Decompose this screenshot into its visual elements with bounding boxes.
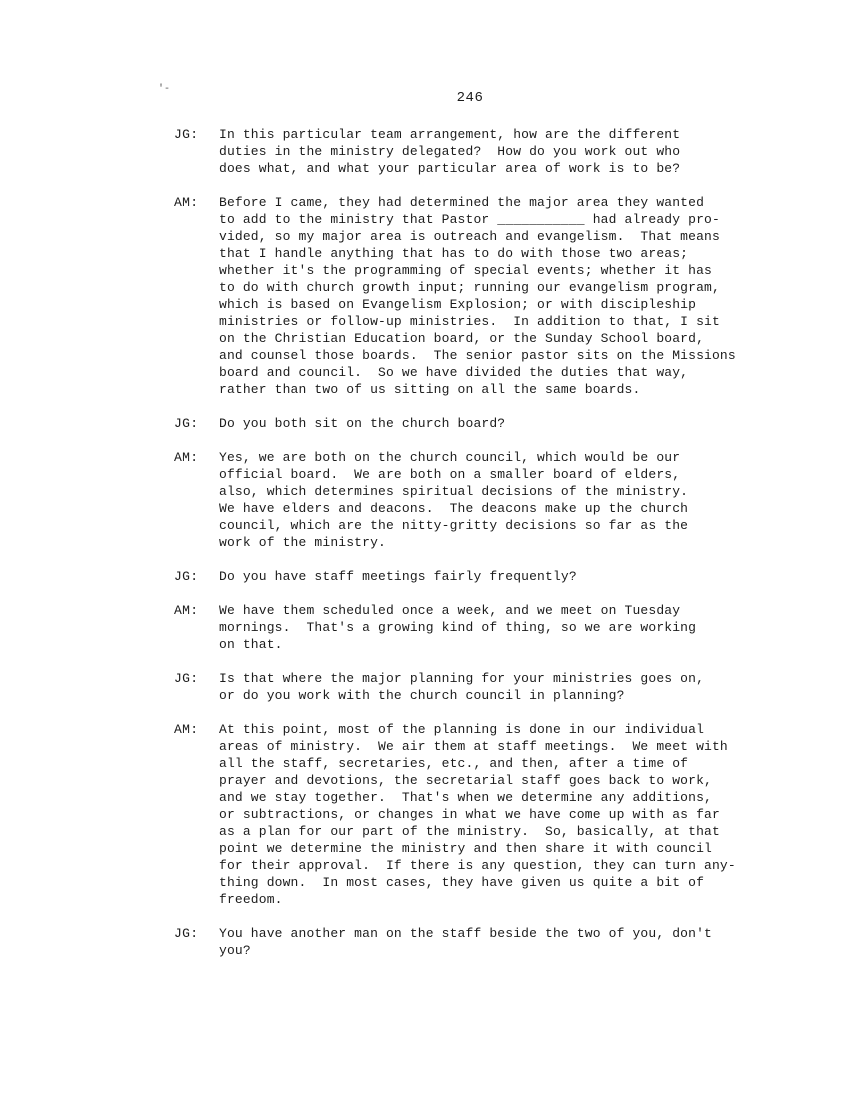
text-line: on that.	[219, 637, 283, 652]
text-line: council, which are the nitty-gritty decisions so far as the	[219, 518, 689, 533]
transcript-entry	[174, 721, 784, 908]
text-line: We have elders and deacons. The deacons make up the church	[219, 501, 689, 516]
text-line: mornings. That's a growing kind of thing, so we are working	[219, 620, 697, 635]
transcript-entry	[174, 449, 784, 551]
text-line: all the staff, secretaries, etc., and then, after a time of	[219, 756, 689, 771]
transcript-entry	[174, 670, 784, 704]
transcript-entry	[174, 925, 784, 959]
text-line: and we stay together. That's when we determine any additions,	[219, 790, 712, 805]
text-line: vided, so my major area is outreach and evangelism. That means	[219, 229, 720, 244]
speaker-label: JG:	[174, 926, 199, 941]
page-number: 246	[456, 90, 484, 106]
transcript-entry	[174, 602, 784, 653]
text-line: In this particular team arrangement, how are the different	[219, 127, 681, 142]
text-line: Is that where the major planning for your ministries goes on,	[219, 671, 705, 686]
transcript-entry	[174, 194, 784, 398]
text-line: We have them scheduled once a week, and we meet on Tuesday	[219, 603, 681, 618]
text-line: also, which determines spiritual decisions of the ministry.	[219, 484, 689, 499]
transcript-entry	[174, 126, 784, 177]
text-line: Do you have staff meetings fairly frequently?	[219, 569, 577, 584]
transcript-entry	[174, 568, 784, 585]
speaker-label: JG:	[174, 416, 199, 431]
speaker-label: AM:	[174, 450, 199, 465]
text-line: ministries or follow-up ministries. In addition to that, I sit	[219, 314, 720, 329]
text-line: which is based on Evangelism Explosion; or with discipleship	[219, 297, 697, 312]
text-line: Do you both sit on the church board?	[219, 416, 506, 431]
entry-text	[219, 194, 784, 398]
text-line: as a plan for our part of the ministry. So, basically, at that	[219, 824, 720, 839]
entry-text	[219, 126, 784, 177]
entry-text	[219, 568, 784, 585]
interview-transcript	[174, 126, 784, 976]
text-line: to add to the ministry that Pastor ___________ had already pro-	[219, 212, 720, 227]
text-line: rather than two of us sitting on all the same boards.	[219, 382, 641, 397]
text-line: prayer and devotions, the secretarial staff goes back to work,	[219, 773, 712, 788]
text-line: does what, and what your particular area of work is to be?	[219, 161, 681, 176]
text-line: thing down. In most cases, they have given us quite a bit of	[219, 875, 705, 890]
speaker-label: AM:	[174, 195, 199, 210]
entry-text	[219, 449, 784, 551]
text-line: areas of ministry. We air them at staff meetings. We meet with	[219, 739, 728, 754]
speaker-label: JG:	[174, 671, 199, 686]
text-line: Yes, we are both on the church council, which would be our	[219, 450, 681, 465]
text-line: work of the ministry.	[219, 535, 386, 550]
text-line: whether it's the programming of special events; whether it has	[219, 263, 712, 278]
entry-text	[219, 721, 784, 908]
speaker-label: AM:	[174, 722, 199, 737]
text-line: official board. We are both on a smaller board of elders,	[219, 467, 681, 482]
text-line: freedom.	[219, 892, 283, 907]
text-line: or subtractions, or changes in what we have come up with as far	[219, 807, 720, 822]
text-line: and counsel those boards. The senior pastor sits on the Missions	[219, 348, 736, 363]
text-line: Before I came, they had determined the major area they wanted	[219, 195, 705, 210]
speaker-label: AM:	[174, 603, 199, 618]
text-line: that I handle anything that has to do with those two areas;	[219, 246, 689, 261]
entry-text	[219, 925, 784, 959]
text-line: At this point, most of the planning is done in our individual	[219, 722, 705, 737]
speaker-label: JG:	[174, 569, 199, 584]
transcript-entry	[174, 415, 784, 432]
text-line: board and council. So we have divided the duties that way,	[219, 365, 689, 380]
speaker-label: JG:	[174, 127, 199, 142]
scan-mark: '-	[158, 84, 171, 95]
text-line: on the Christian Education board, or the Sunday School board,	[219, 331, 705, 346]
text-line: for their approval. If there is any question, they can turn any-	[219, 858, 736, 873]
text-line: to do with church growth input; running our evangelism program,	[219, 280, 720, 295]
text-line: you?	[219, 943, 251, 958]
entry-text	[219, 602, 784, 653]
text-line: point we determine the ministry and then share it with council	[219, 841, 712, 856]
entry-text	[219, 670, 784, 704]
text-line: or do you work with the church council in planning?	[219, 688, 625, 703]
entry-text	[219, 415, 784, 432]
text-line: You have another man on the staff beside the two of you, don't	[219, 926, 712, 941]
text-line: duties in the ministry delegated? How do you work out who	[219, 144, 681, 159]
